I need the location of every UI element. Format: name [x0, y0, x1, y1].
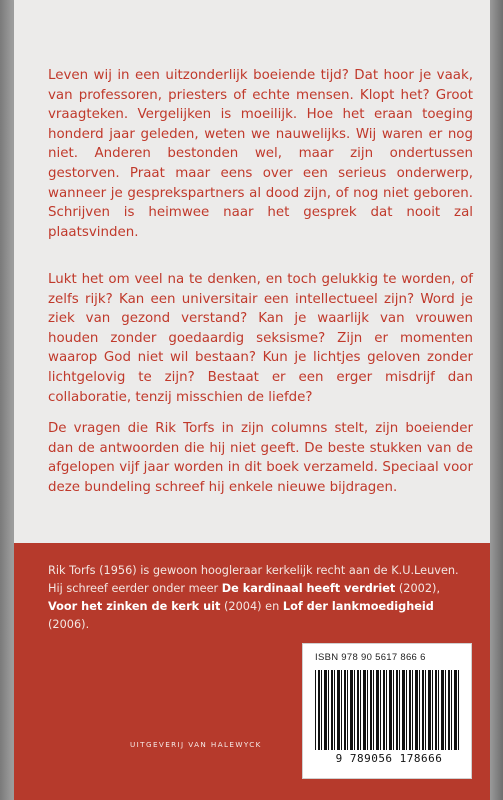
bio-line-1: Rik Torfs (1956) is gewoon hoogleraar kerkelijk recht aan de K.U.Leuven. — [48, 564, 459, 577]
isbn-label: ISBN 978 90 5617 866 6 — [315, 652, 426, 663]
page-edge — [490, 0, 503, 800]
author-bio — [48, 562, 473, 634]
barcode-bars-icon — [315, 670, 461, 750]
book-title-3: Lof der lankmoedigheid — [282, 600, 434, 613]
bio-line-2-prefix: Hij schreef eerder onder meer — [48, 582, 222, 595]
book-title-2: Voor het zinken de kerk uit — [48, 600, 221, 613]
blurb-paragraph-3: De vragen die Rik Torfs in zijn columns stelt, zijn boeiender dan de antwoorden die hij niet geeft. De beste stukken van de afgelopen vijf jaar worden in dit boek verzameld. Speciaal voor deze bundeling schreef hij enkele nieuwe bijdragen. — [48, 421, 473, 495]
spine-shadow — [0, 0, 14, 800]
barcode-label — [302, 643, 472, 779]
ean-digits: 9 789056 178666 — [311, 752, 467, 765]
blurb-paragraph-1: Leven wij in een uitzonderlijk boeiende tijd? Dat hoor je vaak, van professoren, priesters of echte mensen. Klopt het? Groot vraagteken. Vergelijken is moeilijk. Hoe het eraan toeging honderd jaar geleden, weten we nauwelijks. Wij waren er nog niet. Anderen bestonden wel, maar zijn ondertussen gestorven. Praat maar eens over een serieus onderwerp, wanneer je gesprekspartners al dood zijn, of nog niet geboren. Schrijven is heimwee naar het gesprek dat nooit zal plaatsvinden. — [48, 68, 473, 240]
book-year-3: (2006). — [48, 618, 90, 631]
book-title-1: De kardinaal heeft verdriet — [221, 582, 396, 595]
book-year-1: (2002), — [395, 582, 441, 595]
publisher-name: UITGEVERIJ VAN HALEWYCK — [130, 740, 262, 749]
book-year-2: (2004) en — [220, 600, 283, 613]
blurb-paragraph-2: Lukt het om veel na te denken, en toch gelukkig te worden, of zelfs rijk? Kan een universitair een intellectueel zijn? Word je ziek van gezond verstand? Kan je waarlijk van vrouwen houden zonder goedaardig seksisme? Zijn er momenten waarop God niet wil bestaan? Kun je lichtjes geloven zonder lichtgelovig te zijn? Bestaat er een erger misdrijf dan collaboratie, tenzij misschien de liefde? — [48, 272, 473, 405]
